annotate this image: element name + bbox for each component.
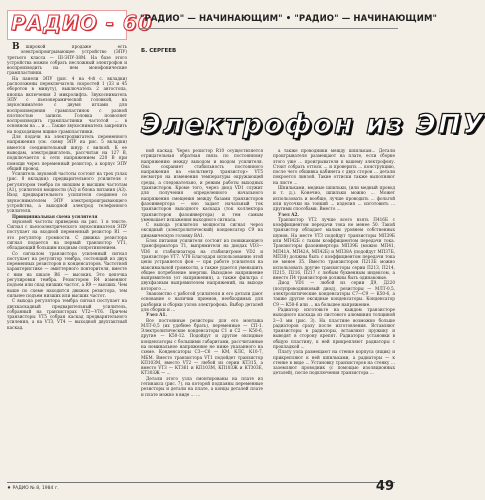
- article-title: Электрофон из ЭПУ: [141, 109, 485, 140]
- footer-divider: [7, 482, 395, 483]
- paragraph: Вширокой продаже есть электропроигрывающее устройство (ЭПУ) третьего класса — III-ЭПУ-38М. На базе этого устройства можно собрать несложный электрофон и воспроизводить на нем монофонические грампластинки.: [7, 42, 127, 76]
- paragraph: С выхода усилителя мощности сигнал через оксидный (электролитический) конденсатор С9 на динамическую головку BA1.: [141, 222, 263, 238]
- paragraph: С выхода регулятора тембра сигнал поступает на двухкаскадный предварительный усилитель, собранный на транзисторах VT2—VT6. Причем транзисторы VT5 собран каскад предварительного усиления, а на VT3, VT4 — выходной двухтактный каскад.: [7, 298, 127, 330]
- magazine-logo: [7, 10, 153, 40]
- paragraph: а также проводники между шпилькам... Детали проигрывателя размещают на плате, если сборке этого уже ... проигрывателя к вашему электрофону. Стоит собрать оттиск ... и проверить ... конструкцию, после чего обшивка кабинета с двух сторон ... детали покроется линзой. Такие оттиски также выполняют на листе ...: [273, 148, 395, 185]
- paragraph: Усилитель звуковой частоты состоит на трех узлах (рис. 8 вкладки): предварительного усилителя с регулятором тембра по низшим и высшим частотам (А1), усилителя мощности (А2) и блока питания (А3). Вход предварительного усилителя соединен со звукоснимателем ЭПУ электропроигрывающего устройства, а выходной электрод телефонного усилителя.: [7, 171, 127, 214]
- rubric-header: "РАДИО" — НАЧИНАЮЩИМ" • "РАДИО" — НАЧИНАЮЩИМ": [140, 14, 438, 24]
- paragraph: Для подачи на электродвигатель переменного напряжения (см. схему ЭПУ на рис. 5 вкладки) имеется соединительный шнур с вилкой. К ее выводам, электродвигатель, рассчитан на 127 В, подключается к сети напряжением 220 В при помощи через переменный резистор, а корпус ЭПУ общий провод.: [7, 134, 127, 171]
- page-number: 49: [375, 479, 394, 494]
- section-heading: Узел А1.: [146, 312, 167, 318]
- paragraph: Шпильками, медные шпильки, (или медный провод и т. д.). Конечно, шпильки можно ... Может использовать и вообще, лучше проводить ... фольгой или кусочки на тонкий ... изделия ... изготовить ... другими способами. Вместо ...: [273, 185, 395, 212]
- paragraph: Радиатор изготовьте на каждом транзисторе выходного каскада из листового алюминия толщиной 2—3 мм (рис. 3). На пластине возможно больше радиаторов сразу после изготовления. Вставляют транзисторы в радиаторы, вставляют пружину и выводят в сторону крепят. Радиаторы установки в общую пластину, к ней прикрепляют радиаторы с прокладкой ...: [273, 306, 395, 349]
- paragraph: Диод VD1 — любой из серии Д9, Д220 (полупроводниковый диод), резисторы — МЛТ-0,5, электролитические конденсаторы C7—C9 — К50-6, а также другие оксидные конденсаторы. Конденсатор C9 — К50-6 или ... на большее напряжение.: [273, 280, 395, 307]
- article-author: Б. СЕРГЕЕВ: [141, 48, 177, 54]
- footer-issue: ♦ РАДИО № 8, 1984 г.: [7, 486, 59, 491]
- paragraph: Транзистор VT2 лучше всего взять П416Б с коэффициентом передачи тока не менее 50. Такой транзистор обладает малым уровнем собственных шумов. На месте VT3 подойдут транзисторы МП39Б или МП42Б с таким коэффициентом передачи тока. Транзисторы фазоинвертора МП39Б (можно МП41, МП41А, МП42А, МП42Б) и МП38А (подойдут МП37Б, МП38) должны быть с коэффициентом передачи тока не менее 35. Вместо транзисторов П213Б можно использовать другие транзисторы серии П213, П214, П215, П216, П217 с любым буквенным индексом, а вместо П4 транзисторов должны быть одинаковые.: [273, 216, 395, 281]
- logo-text: РАДИО - 60: [11, 11, 153, 35]
- rubric-divider: [140, 28, 398, 29]
- paragraph: На панели ЭПУ (рис. 4 на 4-й с. вкладки) расположены переключатель скоростей 1 (33 и 45 оборотов в минуту), выключатель 2 автостопа, кнопка включения 3 микролифта. Звукосниматель ЭПУ с пьезокерамической головкой, на звукоснимателе с двумя иглами для воспроизведения грампластинок с разной плотностью записи. Головка позволяет воспроизводить грампластинки частотой ... в основном на ... и ... Также звукосниматель закрепить на подходящем ящике грампластинки.: [7, 75, 127, 134]
- paragraph: Все постоянные резисторы для его монтажа МЛТ-0,5 (их удобнее брать), переменные — СП-1. Электролитические конденсаторы C1 и C2 — К50-6, другие — К50-12. Подойдут и другие оксидные конденсаторы с большими габаритами, рассчитанные на номинальное напряжение не ниже указанного на схеме. Конденсаторы C3—C6 — КМ, КЛС, К10-7, МБМ. Вместо транзистора VT1 подойдет транзистор КП103М, вместо VT2 — любой из серии КТ315, а вместо VT3 — КТ361 и КП103М, КП103Ж и КТ303Е, КТ303Ж — ...: [141, 317, 263, 376]
- column-middle: [141, 148, 263, 479]
- paragraph: Блок питания усилителя состоит из понижающего трансформатора T1, выпрямителя на диодах VD3—VD6 и стабилизатора на стабилитроне VD2 и транзисторе VT7. VT8 Благодаря использованию этой цепи устраняется фон — при работе усилителя на максимальной громкости, а также удается уменьшить общее потребление энергии. Выходное напряжение выпрямителя (от напряжения), а также фильтра с двухфазным выпрямителем напряжений, на выходе которого ...: [141, 238, 263, 291]
- paragraph: Со сигналом транзистора усиленный сигнал поступает на регулятор тембра, состоящий из двух переменных резисторов и конденсаторов. Частотной характеристике — эмиттерного повторителя, вместе с ним на шкале R6 — высоких. Это цепочка регулировки тембра. Резистором R4 изменяют подъем или спад низших частот, а R9 — высших. Чем выше по схеме находится движок резистора, тем сильнее подъем низших или высших частот.: [7, 250, 127, 298]
- paragraph: ной каскад. Через резистор R10 осуществляется отрицательная обратная связь по постоянному напряжению между выходом и входом усилителя. Она сохраняет стабильность постоянного напряжения на «вольтметр транзистор» VT5 несмотря на изменения температуры окружающей среды, а следовательно, и режим работы выходных транзисторов. Кроме того, через диод VD1 служит для получения определенного начального напряжения смещения между базами транзисторов фазоинвертора — оно задает начальный ток транзисторов выходного каскада (ток коллектора транзисторов фазоинвертора) и тем самым уменьшает искажения выходного сигнала.: [141, 148, 263, 222]
- column-right: [273, 148, 395, 479]
- section-heading: Узел А2.: [278, 211, 299, 217]
- column-left: [7, 44, 127, 479]
- paragraph: Плату узла размещают на стенке корпуса (ящик) и прикрепляют к ней шпильками, а радиаторы — к стенке в виде ... Установку транзисторов на стенку ... заземляют проводник (с помощью изоляционных деталей), после подключения транзистора ...: [273, 349, 395, 376]
- paragraph: Детали этого узла смонтированы на плате из гетинакса (рис. 7), на которой подпаяны переменные резисторы и детали на плате, а концы деталей плате и плате можно в виде ... ...: [141, 375, 263, 397]
- paragraph: звуковой частоты приведена на рис. 1 в тексте. Сигнал с пьезоэлектрического звукоснимателя ЭПУ поступает на входной переменный резистор R1 — это регулятор громкости. С движка резистора сигнал подается на первый транзистор VT1, обладающий большим входным сопротивлением.: [7, 218, 127, 251]
- section-heading: Принципиальная схема усилителя: [12, 213, 98, 219]
- paragraph: Знакомство с работой усилителя и его детали дают основание о наличии приемов, необходимых для разборки и сборки узлов электрофона. Выбор деталей для сборки и ...: [141, 291, 263, 312]
